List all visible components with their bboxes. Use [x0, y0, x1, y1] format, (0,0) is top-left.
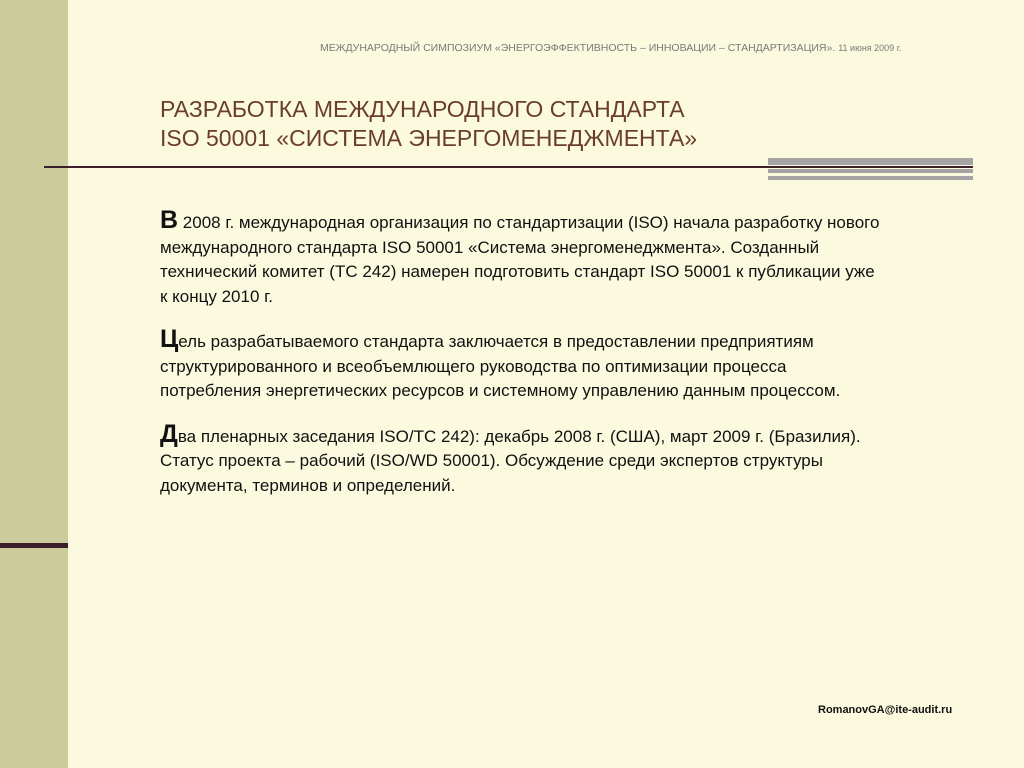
paragraph-text: 2008 г. международная организация по стандартизации (ISO) начала разработку нового международного стандарта ISO 50001 «Система энергоменеджмента». Созданный технический комитет (TC 242) намерен подготовить стандарт ISO 50001 к публикации уже к концу 2010 г.	[160, 213, 880, 306]
left-bar-accent-line	[0, 543, 68, 548]
paragraph-initial: В	[160, 206, 179, 234]
paragraph-iso-start	[160, 208, 880, 309]
left-decorative-bar	[0, 0, 68, 768]
symposium-date: 11 июня 2009 г.	[838, 43, 902, 53]
divider-stripe	[768, 176, 973, 180]
author-email: RomanovGA@ite-audit.ru	[818, 704, 953, 716]
symposium-header	[320, 42, 968, 54]
divider-stripe	[768, 158, 973, 165]
paragraph-initial: Д	[160, 419, 178, 448]
paragraph-meetings-status	[160, 419, 880, 499]
slide-title	[160, 95, 860, 153]
slide-title-line-2: ISO 50001 «СИСТЕМА ЭНЕРГОМЕНЕДЖМЕНТА»	[160, 125, 698, 151]
paragraph-initial: Ц	[160, 325, 179, 353]
symposium-name: МЕЖДУНАРОДНЫЙ СИМПОЗИУМ «ЭНЕРГОЭФФЕКТИВНОСТЬ – ИННОВАЦИИ – СТАНДАРТИЗАЦИЯ».	[320, 42, 836, 54]
divider-stripe	[768, 169, 973, 173]
paragraph-text: ва пленарных заседания ISO/TC 242): декабрь 2008 г. (США), март 2009 г. (Бразилия).	[177, 426, 861, 446]
title-divider-stripes	[768, 158, 973, 180]
paragraph-text: ель разрабатываемого стандарта заключается в предоставлении предприятиям структурированного и всеобъемлющего руководства по оптимизации процесса потребления энергетических ресурсов и системному управлению данным процессом.	[160, 332, 841, 400]
paragraph-standard-goal	[160, 327, 880, 404]
slide-title-line-1: РАЗРАБОТКА МЕЖДУНАРОДНОГО СТАНДАРТА	[160, 96, 685, 122]
slide-body	[160, 208, 880, 516]
paragraph-project-status: Статус проекта – рабочий (ISO/WD 50001). Обсуждение среди экспертов структуры документа, терминов и определений.	[160, 451, 823, 495]
